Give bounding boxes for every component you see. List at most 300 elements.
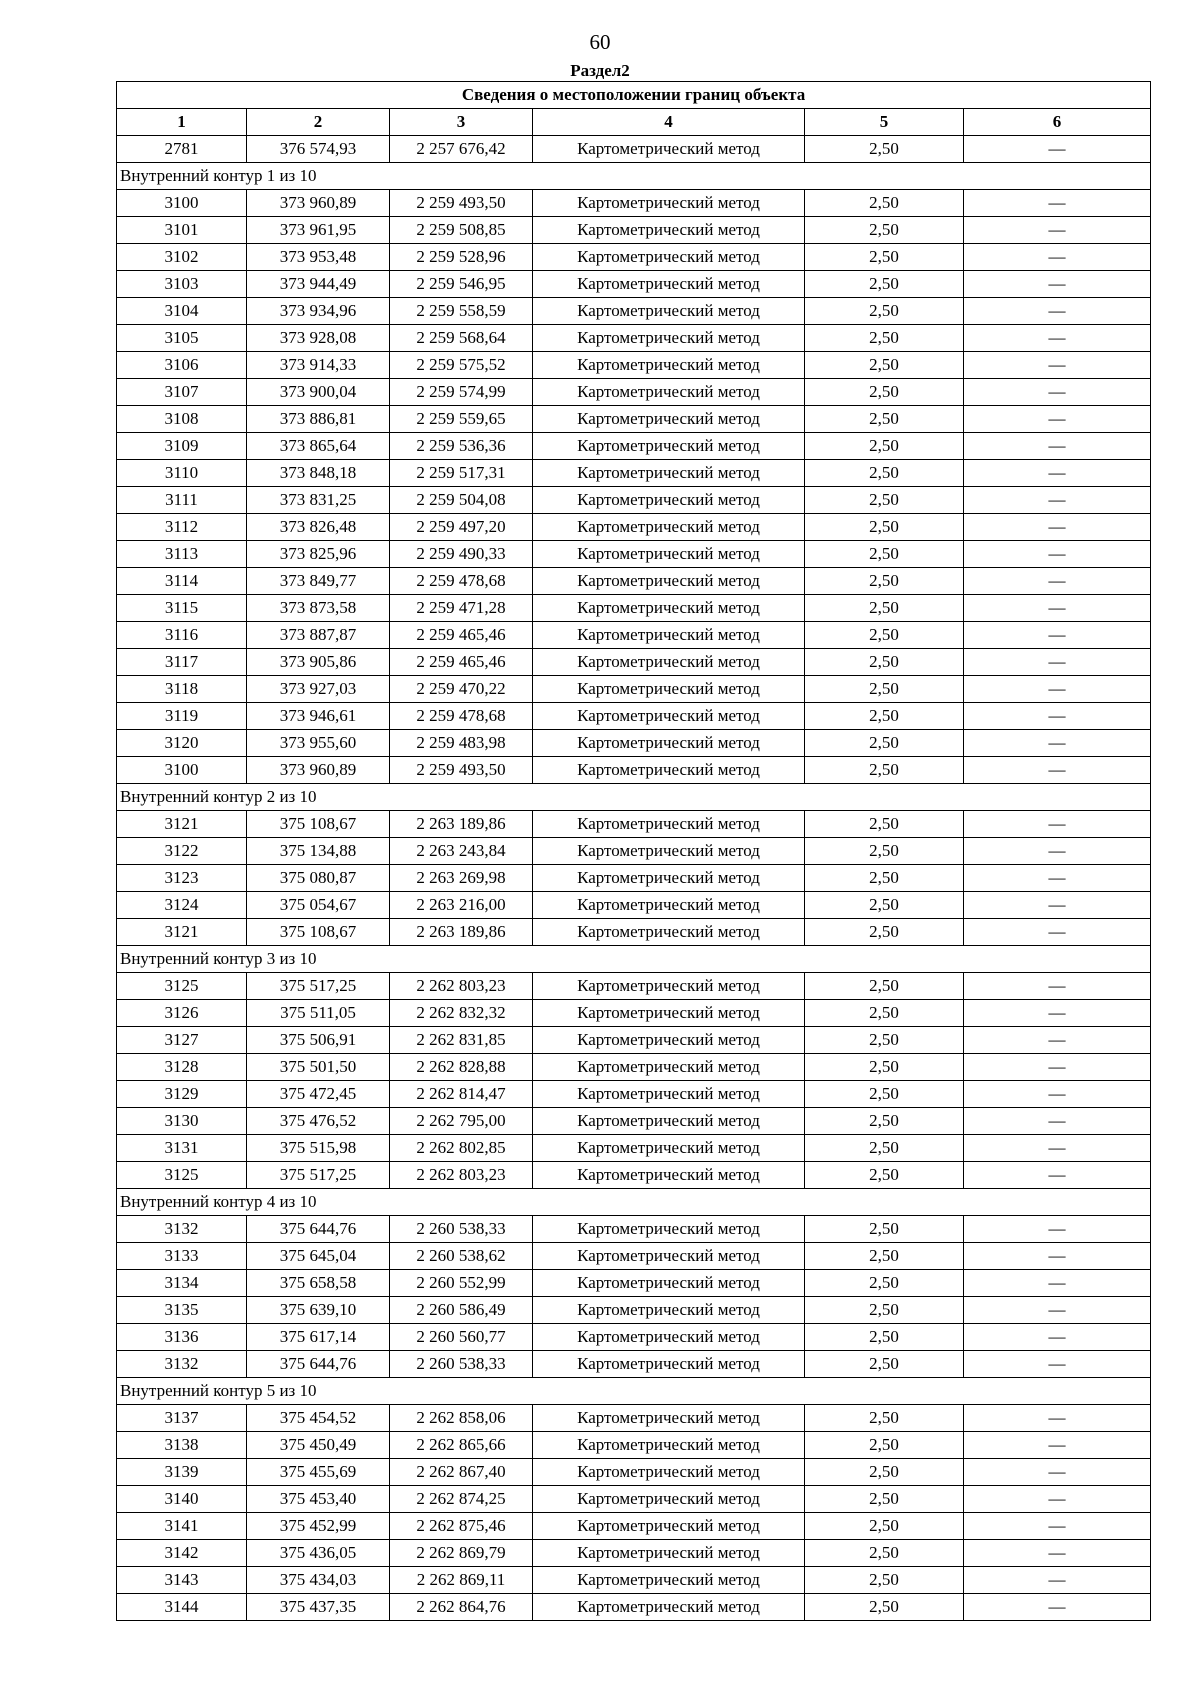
y-coordinate-cell: 2 259 536,36 (390, 433, 533, 460)
table-row (117, 1000, 1151, 1027)
point-number-cell: 3104 (117, 298, 247, 325)
y-coordinate-cell: 2 259 508,85 (390, 217, 533, 244)
table-row (117, 1351, 1151, 1378)
y-coordinate-cell: 2 259 471,28 (390, 595, 533, 622)
x-coordinate-cell: 373 928,08 (247, 325, 390, 352)
method-cell: Картометрический метод (533, 730, 805, 757)
point-number-cell: 3107 (117, 379, 247, 406)
x-coordinate-cell: 375 054,67 (247, 892, 390, 919)
y-coordinate-cell: 2 259 483,98 (390, 730, 533, 757)
description-cell: — (964, 1486, 1151, 1513)
table-row (117, 595, 1151, 622)
y-coordinate-cell: 2 259 497,20 (390, 514, 533, 541)
accuracy-cell: 2,50 (805, 838, 964, 865)
x-coordinate-cell: 375 645,04 (247, 1243, 390, 1270)
method-cell: Картометрический метод (533, 838, 805, 865)
description-cell: — (964, 433, 1151, 460)
point-number-cell: 3115 (117, 595, 247, 622)
y-coordinate-cell: 2 259 568,64 (390, 325, 533, 352)
accuracy-cell: 2,50 (805, 1297, 964, 1324)
point-number-cell: 3101 (117, 217, 247, 244)
accuracy-cell: 2,50 (805, 757, 964, 784)
point-number-cell: 3117 (117, 649, 247, 676)
description-cell: — (964, 352, 1151, 379)
method-cell: Картометрический метод (533, 757, 805, 784)
accuracy-cell: 2,50 (805, 406, 964, 433)
y-coordinate-cell: 2 262 869,79 (390, 1540, 533, 1567)
table-row (117, 676, 1151, 703)
description-cell: — (964, 1135, 1151, 1162)
column-header: 4 (533, 109, 805, 136)
description-cell: — (964, 1513, 1151, 1540)
contour-label: Внутренний контур 5 из 10 (117, 1378, 1151, 1405)
point-number-cell: 3137 (117, 1405, 247, 1432)
point-number-cell: 3143 (117, 1567, 247, 1594)
table-row (117, 1513, 1151, 1540)
method-cell: Картометрический метод (533, 1351, 805, 1378)
x-coordinate-cell: 375 437,35 (247, 1594, 390, 1621)
point-number-cell: 3118 (117, 676, 247, 703)
table-row (117, 1540, 1151, 1567)
table-row (117, 730, 1151, 757)
x-coordinate-cell: 375 436,05 (247, 1540, 390, 1567)
y-coordinate-cell: 2 259 490,33 (390, 541, 533, 568)
description-cell: — (964, 865, 1151, 892)
accuracy-cell: 2,50 (805, 568, 964, 595)
x-coordinate-cell: 375 453,40 (247, 1486, 390, 1513)
method-cell: Картометрический метод (533, 1135, 805, 1162)
table-row (117, 1162, 1151, 1189)
table-row (117, 271, 1151, 298)
table-row (117, 1486, 1151, 1513)
accuracy-cell: 2,50 (805, 811, 964, 838)
point-number-cell: 3128 (117, 1054, 247, 1081)
point-number-cell: 3125 (117, 973, 247, 1000)
method-cell: Картометрический метод (533, 1594, 805, 1621)
table-body (117, 136, 1151, 1621)
point-number-cell: 3136 (117, 1324, 247, 1351)
contour-label: Внутренний контур 3 из 10 (117, 946, 1151, 973)
table-row (117, 811, 1151, 838)
description-cell: — (964, 1162, 1151, 1189)
accuracy-cell: 2,50 (805, 1054, 964, 1081)
method-cell: Картометрический метод (533, 379, 805, 406)
y-coordinate-cell: 2 260 560,77 (390, 1324, 533, 1351)
table-row (117, 1270, 1151, 1297)
method-cell: Картометрический метод (533, 541, 805, 568)
table-caption-row (117, 82, 1151, 109)
description-cell: — (964, 757, 1151, 784)
accuracy-cell: 2,50 (805, 541, 964, 568)
y-coordinate-cell: 2 260 586,49 (390, 1297, 533, 1324)
point-number-cell: 3139 (117, 1459, 247, 1486)
y-coordinate-cell: 2 262 875,46 (390, 1513, 533, 1540)
accuracy-cell: 2,50 (805, 271, 964, 298)
accuracy-cell: 2,50 (805, 487, 964, 514)
y-coordinate-cell: 2 259 465,46 (390, 649, 533, 676)
accuracy-cell: 2,50 (805, 1000, 964, 1027)
point-number-cell: 3103 (117, 271, 247, 298)
x-coordinate-cell: 373 953,48 (247, 244, 390, 271)
description-cell: — (964, 1054, 1151, 1081)
description-cell: — (964, 1000, 1151, 1027)
accuracy-cell: 2,50 (805, 865, 964, 892)
accuracy-cell: 2,50 (805, 649, 964, 676)
point-number-cell: 3132 (117, 1216, 247, 1243)
y-coordinate-cell: 2 259 493,50 (390, 757, 533, 784)
method-cell: Картометрический метод (533, 568, 805, 595)
method-cell: Картометрический метод (533, 1162, 805, 1189)
x-coordinate-cell: 375 644,76 (247, 1351, 390, 1378)
table-row (117, 433, 1151, 460)
accuracy-cell: 2,50 (805, 1594, 964, 1621)
x-coordinate-cell: 375 644,76 (247, 1216, 390, 1243)
description-cell: — (964, 298, 1151, 325)
accuracy-cell: 2,50 (805, 703, 964, 730)
y-coordinate-cell: 2 259 575,52 (390, 352, 533, 379)
point-number-cell: 3129 (117, 1081, 247, 1108)
accuracy-cell: 2,50 (805, 595, 964, 622)
point-number-cell: 3116 (117, 622, 247, 649)
x-coordinate-cell: 375 506,91 (247, 1027, 390, 1054)
accuracy-cell: 2,50 (805, 1027, 964, 1054)
table-row (117, 190, 1151, 217)
x-coordinate-cell: 375 472,45 (247, 1081, 390, 1108)
method-cell: Картометрический метод (533, 136, 805, 163)
table-row (117, 379, 1151, 406)
table-row (117, 865, 1151, 892)
method-cell: Картометрический метод (533, 1432, 805, 1459)
description-cell: — (964, 676, 1151, 703)
accuracy-cell: 2,50 (805, 730, 964, 757)
y-coordinate-cell: 2 262 874,25 (390, 1486, 533, 1513)
x-coordinate-cell: 373 849,77 (247, 568, 390, 595)
y-coordinate-cell: 2 259 478,68 (390, 703, 533, 730)
point-number-cell: 3126 (117, 1000, 247, 1027)
point-number-cell: 3110 (117, 460, 247, 487)
point-number-cell: 3123 (117, 865, 247, 892)
method-cell: Картометрический метод (533, 1513, 805, 1540)
method-cell: Картометрический метод (533, 1270, 805, 1297)
method-cell: Картометрический метод (533, 865, 805, 892)
description-cell: — (964, 1351, 1151, 1378)
description-cell: — (964, 1243, 1151, 1270)
point-number-cell: 3131 (117, 1135, 247, 1162)
x-coordinate-cell: 373 944,49 (247, 271, 390, 298)
table-row (117, 1594, 1151, 1621)
accuracy-cell: 2,50 (805, 1216, 964, 1243)
accuracy-cell: 2,50 (805, 244, 964, 271)
point-number-cell: 3108 (117, 406, 247, 433)
y-coordinate-cell: 2 259 559,65 (390, 406, 533, 433)
x-coordinate-cell: 375 476,52 (247, 1108, 390, 1135)
y-coordinate-cell: 2 262 832,32 (390, 1000, 533, 1027)
table-row (117, 541, 1151, 568)
table-row (117, 514, 1151, 541)
y-coordinate-cell: 2 259 558,59 (390, 298, 533, 325)
point-number-cell: 3140 (117, 1486, 247, 1513)
contour-header-row (117, 1189, 1151, 1216)
method-cell: Картометрический метод (533, 892, 805, 919)
description-cell: — (964, 325, 1151, 352)
x-coordinate-cell: 375 517,25 (247, 1162, 390, 1189)
point-number-cell: 3121 (117, 811, 247, 838)
method-cell: Картометрический метод (533, 649, 805, 676)
method-cell: Картометрический метод (533, 1486, 805, 1513)
description-cell: — (964, 217, 1151, 244)
table-row (117, 1324, 1151, 1351)
table-row (117, 973, 1151, 1000)
description-cell: — (964, 1594, 1151, 1621)
accuracy-cell: 2,50 (805, 217, 964, 244)
y-coordinate-cell: 2 263 243,84 (390, 838, 533, 865)
point-number-cell: 3127 (117, 1027, 247, 1054)
description-cell: — (964, 703, 1151, 730)
table-row (117, 649, 1151, 676)
y-coordinate-cell: 2 259 574,99 (390, 379, 533, 406)
description-cell: — (964, 541, 1151, 568)
point-number-cell: 3134 (117, 1270, 247, 1297)
method-cell: Картометрический метод (533, 973, 805, 1000)
description-cell: — (964, 919, 1151, 946)
y-coordinate-cell: 2 263 189,86 (390, 811, 533, 838)
method-cell: Картометрический метод (533, 595, 805, 622)
table-row (117, 757, 1151, 784)
description-cell: — (964, 1324, 1151, 1351)
x-coordinate-cell: 375 134,88 (247, 838, 390, 865)
y-coordinate-cell: 2 262 865,66 (390, 1432, 533, 1459)
method-cell: Картометрический метод (533, 703, 805, 730)
y-coordinate-cell: 2 259 478,68 (390, 568, 533, 595)
y-coordinate-cell: 2 259 528,96 (390, 244, 533, 271)
table-row (117, 622, 1151, 649)
accuracy-cell: 2,50 (805, 433, 964, 460)
accuracy-cell: 2,50 (805, 1135, 964, 1162)
accuracy-cell: 2,50 (805, 1351, 964, 1378)
point-number-cell: 3142 (117, 1540, 247, 1567)
point-number-cell: 3121 (117, 919, 247, 946)
table-row (117, 1297, 1151, 1324)
x-coordinate-cell: 373 946,61 (247, 703, 390, 730)
column-header: 5 (805, 109, 964, 136)
point-number-cell: 3144 (117, 1594, 247, 1621)
y-coordinate-cell: 2 262 803,23 (390, 973, 533, 1000)
description-cell: — (964, 1432, 1151, 1459)
accuracy-cell: 2,50 (805, 1162, 964, 1189)
x-coordinate-cell: 375 639,10 (247, 1297, 390, 1324)
point-number-cell: 3105 (117, 325, 247, 352)
accuracy-cell: 2,50 (805, 973, 964, 1000)
description-cell: — (964, 649, 1151, 676)
table-row (117, 703, 1151, 730)
accuracy-cell: 2,50 (805, 1270, 964, 1297)
description-cell: — (964, 514, 1151, 541)
point-number-cell: 2781 (117, 136, 247, 163)
x-coordinate-cell: 375 454,52 (247, 1405, 390, 1432)
accuracy-cell: 2,50 (805, 1432, 964, 1459)
x-coordinate-cell: 375 515,98 (247, 1135, 390, 1162)
point-number-cell: 3138 (117, 1432, 247, 1459)
table-row (117, 1054, 1151, 1081)
table-row (117, 1081, 1151, 1108)
table-caption: Сведения о местоположении границ объекта (117, 82, 1151, 109)
y-coordinate-cell: 2 263 189,86 (390, 919, 533, 946)
method-cell: Картометрический метод (533, 460, 805, 487)
method-cell: Картометрический метод (533, 1081, 805, 1108)
description-cell: — (964, 1405, 1151, 1432)
x-coordinate-cell: 375 434,03 (247, 1567, 390, 1594)
description-cell: — (964, 190, 1151, 217)
x-coordinate-cell: 375 511,05 (247, 1000, 390, 1027)
table-row (117, 919, 1151, 946)
x-coordinate-cell: 375 658,58 (247, 1270, 390, 1297)
point-number-cell: 3124 (117, 892, 247, 919)
method-cell: Картометрический метод (533, 298, 805, 325)
contour-header-row (117, 163, 1151, 190)
x-coordinate-cell: 373 914,33 (247, 352, 390, 379)
point-number-cell: 3111 (117, 487, 247, 514)
method-cell: Картометрический метод (533, 1540, 805, 1567)
y-coordinate-cell: 2 263 269,98 (390, 865, 533, 892)
table-row (117, 1135, 1151, 1162)
x-coordinate-cell: 373 927,03 (247, 676, 390, 703)
method-cell: Картометрический метод (533, 811, 805, 838)
y-coordinate-cell: 2 262 814,47 (390, 1081, 533, 1108)
x-coordinate-cell: 375 617,14 (247, 1324, 390, 1351)
column-number-row (117, 109, 1151, 136)
description-cell: — (964, 622, 1151, 649)
x-coordinate-cell: 375 450,49 (247, 1432, 390, 1459)
y-coordinate-cell: 2 262 869,11 (390, 1567, 533, 1594)
table-header (117, 82, 1151, 136)
x-coordinate-cell: 373 826,48 (247, 514, 390, 541)
method-cell: Картометрический метод (533, 1459, 805, 1486)
method-cell: Картометрический метод (533, 1324, 805, 1351)
accuracy-cell: 2,50 (805, 1486, 964, 1513)
accuracy-cell: 2,50 (805, 136, 964, 163)
description-cell: — (964, 1459, 1151, 1486)
method-cell: Картометрический метод (533, 1405, 805, 1432)
table-row (117, 1108, 1151, 1135)
y-coordinate-cell: 2 259 546,95 (390, 271, 533, 298)
x-coordinate-cell: 373 873,58 (247, 595, 390, 622)
point-number-cell: 3122 (117, 838, 247, 865)
point-number-cell: 3132 (117, 1351, 247, 1378)
method-cell: Картометрический метод (533, 406, 805, 433)
point-number-cell: 3133 (117, 1243, 247, 1270)
contour-header-row (117, 1378, 1151, 1405)
y-coordinate-cell: 2 260 538,33 (390, 1351, 533, 1378)
page-number: 60 (589, 30, 611, 54)
method-cell: Картометрический метод (533, 352, 805, 379)
accuracy-cell: 2,50 (805, 1540, 964, 1567)
x-coordinate-cell: 375 517,25 (247, 973, 390, 1000)
x-coordinate-cell: 373 825,96 (247, 541, 390, 568)
column-header: 2 (247, 109, 390, 136)
point-number-cell: 3135 (117, 1297, 247, 1324)
x-coordinate-cell: 373 848,18 (247, 460, 390, 487)
description-cell: — (964, 568, 1151, 595)
y-coordinate-cell: 2 262 867,40 (390, 1459, 533, 1486)
accuracy-cell: 2,50 (805, 298, 964, 325)
contour-label: Внутренний контур 2 из 10 (117, 784, 1151, 811)
x-coordinate-cell: 375 455,69 (247, 1459, 390, 1486)
boundary-coordinates-table (116, 81, 1151, 1621)
point-number-cell: 3141 (117, 1513, 247, 1540)
description-cell: — (964, 1270, 1151, 1297)
method-cell: Картометрический метод (533, 1243, 805, 1270)
table-row (117, 1027, 1151, 1054)
x-coordinate-cell: 373 955,60 (247, 730, 390, 757)
method-cell: Картометрический метод (533, 190, 805, 217)
x-coordinate-cell: 373 886,81 (247, 406, 390, 433)
accuracy-cell: 2,50 (805, 919, 964, 946)
x-coordinate-cell: 375 080,87 (247, 865, 390, 892)
accuracy-cell: 2,50 (805, 514, 964, 541)
method-cell: Картометрический метод (533, 1297, 805, 1324)
method-cell: Картометрический метод (533, 325, 805, 352)
description-cell: — (964, 1297, 1151, 1324)
x-coordinate-cell: 373 887,87 (247, 622, 390, 649)
contour-label: Внутренний контур 1 из 10 (117, 163, 1151, 190)
description-cell: — (964, 136, 1151, 163)
section-title: Раздел2 (570, 61, 630, 80)
y-coordinate-cell: 2 259 517,31 (390, 460, 533, 487)
description-cell: — (964, 379, 1151, 406)
accuracy-cell: 2,50 (805, 1405, 964, 1432)
contour-header-row (117, 784, 1151, 811)
description-cell: — (964, 595, 1151, 622)
y-coordinate-cell: 2 259 465,46 (390, 622, 533, 649)
description-cell: — (964, 730, 1151, 757)
x-coordinate-cell: 373 905,86 (247, 649, 390, 676)
point-number-cell: 3130 (117, 1108, 247, 1135)
x-coordinate-cell: 376 574,93 (247, 136, 390, 163)
table-row (117, 352, 1151, 379)
table-row (117, 244, 1151, 271)
description-cell: — (964, 892, 1151, 919)
x-coordinate-cell: 373 934,96 (247, 298, 390, 325)
contour-label: Внутренний контур 4 из 10 (117, 1189, 1151, 1216)
method-cell: Картометрический метод (533, 1567, 805, 1594)
description-cell: — (964, 1108, 1151, 1135)
point-number-cell: 3120 (117, 730, 247, 757)
description-cell: — (964, 1027, 1151, 1054)
x-coordinate-cell: 375 108,67 (247, 811, 390, 838)
y-coordinate-cell: 2 259 493,50 (390, 190, 533, 217)
method-cell: Картометрический метод (533, 1000, 805, 1027)
point-number-cell: 3113 (117, 541, 247, 568)
accuracy-cell: 2,50 (805, 622, 964, 649)
table-row (117, 1216, 1151, 1243)
point-number-cell: 3114 (117, 568, 247, 595)
y-coordinate-cell: 2 259 470,22 (390, 676, 533, 703)
description-cell: — (964, 1081, 1151, 1108)
table-row (117, 217, 1151, 244)
y-coordinate-cell: 2 257 676,42 (390, 136, 533, 163)
accuracy-cell: 2,50 (805, 1513, 964, 1540)
x-coordinate-cell: 373 865,64 (247, 433, 390, 460)
x-coordinate-cell: 373 961,95 (247, 217, 390, 244)
x-coordinate-cell: 373 960,89 (247, 757, 390, 784)
method-cell: Картометрический метод (533, 244, 805, 271)
description-cell: — (964, 973, 1151, 1000)
accuracy-cell: 2,50 (805, 676, 964, 703)
accuracy-cell: 2,50 (805, 190, 964, 217)
y-coordinate-cell: 2 262 828,88 (390, 1054, 533, 1081)
point-number-cell: 3125 (117, 1162, 247, 1189)
table-row (117, 892, 1151, 919)
